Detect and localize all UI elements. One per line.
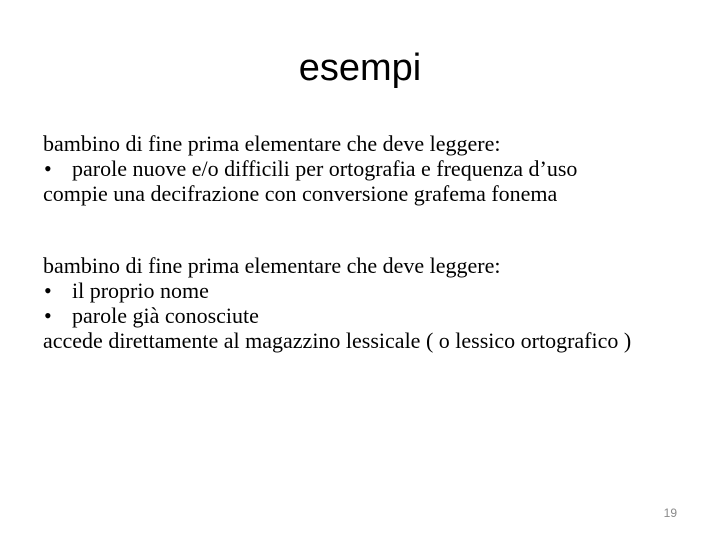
bullet-glyph: • bbox=[44, 278, 52, 303]
block-1-intro: bambino di fine prima elementare che deve leggere: bbox=[43, 131, 501, 156]
block-2-conclusion: accede direttamente al magazzino lessicale ( o lessico ortografico ) bbox=[43, 328, 632, 353]
block-2-intro: bambino di fine prima elementare che deve leggere: bbox=[43, 253, 501, 278]
block-2 bbox=[43, 253, 693, 353]
block-1-conclusion: compie una decifrazione con conversione grafema fonema bbox=[43, 181, 558, 206]
block-2-bullet-2 bbox=[43, 303, 693, 328]
page-number: 19 bbox=[663, 506, 677, 520]
block-1-bullet-1 bbox=[43, 156, 693, 181]
slide-title: esempi bbox=[298, 47, 422, 89]
bullet-glyph: • bbox=[44, 156, 52, 181]
block-2-bullet-1 bbox=[43, 278, 693, 303]
block-gap bbox=[43, 206, 693, 253]
block-1 bbox=[43, 131, 693, 206]
bullet-text: il proprio nome bbox=[72, 278, 209, 303]
bullet-text: parole già conosciute bbox=[72, 303, 259, 328]
bullet-glyph: • bbox=[44, 303, 52, 328]
bullet-text: parole nuove e/o difficili per ortografia e frequenza d’uso bbox=[72, 156, 578, 181]
slide-body bbox=[43, 131, 693, 353]
